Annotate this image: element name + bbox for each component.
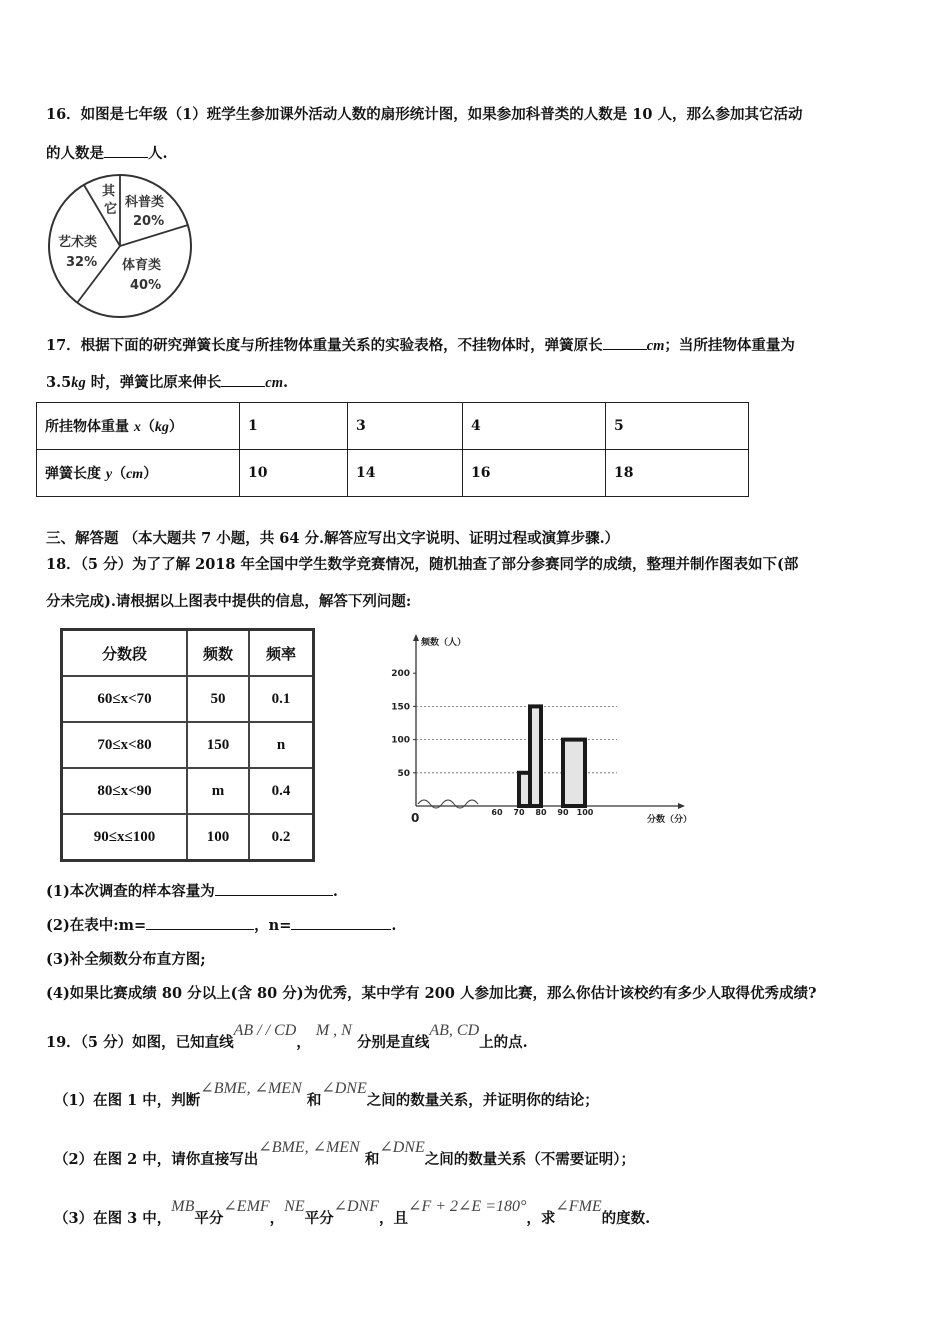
q17-blank-1 [603, 335, 647, 350]
spring-header-x [37, 403, 240, 450]
freq-cell: 60≤x<70 [62, 676, 188, 722]
pie-label-sports: 体育类 [122, 258, 162, 273]
q19-sub1-and: 和 [306, 1092, 322, 1109]
table-row [62, 676, 314, 722]
spring-header-x-unit: kg [154, 420, 169, 435]
spring-y-cell: 18 [606, 450, 749, 497]
q18-sub2 [46, 914, 396, 935]
q19-sub3-text-1: 平分 [194, 1210, 224, 1227]
q19-intro-text-2: ， [296, 1034, 311, 1051]
q19-sub2-math-1: ∠BME, ∠MEN [258, 1139, 360, 1156]
section3-title: 三、解答题 [46, 530, 119, 547]
q19-sub3-text-2: ， [269, 1210, 285, 1227]
spring-table [36, 402, 749, 497]
q18-sub2-blank-m [146, 915, 254, 930]
q19-sub3 [54, 1198, 651, 1228]
pie-chart [44, 170, 196, 322]
q18-sub1-pre: (1)本次调查的样本容量为 [46, 883, 215, 900]
q19-intro [46, 1022, 528, 1052]
spring-header-y [37, 450, 240, 497]
q17-line2-end: . [283, 374, 289, 391]
q18-sub1-post: . [332, 883, 338, 900]
q19-sub1 [54, 1080, 599, 1110]
q19-sub2-post: 之间的数量关系（不需要证明）； [424, 1151, 635, 1168]
q18-sub1-blank [215, 881, 333, 896]
spring-header-x-paren-open: （ [140, 419, 155, 435]
q18-line2: 分未完成).请根据以上图表中提供的信息，解答下列问题: [46, 593, 412, 610]
freq-cell: n [249, 722, 314, 768]
spring-x-cell: 4 [463, 403, 606, 450]
q19-math-ab-cd: AB, CD [429, 1022, 480, 1039]
q19-sub2-pre: （2）在图 2 中，请你直接写出 [54, 1151, 259, 1168]
q19-math-ab-parallel-cd: AB / / CD [233, 1022, 297, 1039]
q19-sub2-and: 和 [364, 1151, 380, 1168]
freq-cell: 50 [187, 676, 249, 722]
q18-sub2-post: . [391, 917, 397, 934]
hist-x-tick-label: 100 [576, 808, 594, 817]
q16-line2-post: 人. [148, 145, 168, 162]
q17-line2 [46, 371, 288, 392]
q18-sub2-pre: (2)在表中:m= [46, 917, 147, 934]
q17-line2-mid: 时，弹簧比原来伸长 [85, 374, 222, 391]
hist-x-tick-label: 60 [491, 808, 503, 817]
q19-sub1-post: 之间的数量关系，并证明你的结论； [366, 1092, 599, 1109]
q17-line2-num: 3.5 [46, 374, 72, 391]
frequency-table [60, 628, 315, 862]
hist-x-tick-label: 90 [557, 808, 569, 817]
q19-sub3-text-5: ，求 [526, 1210, 556, 1227]
hist-y-tick-label: 100 [391, 735, 410, 746]
hist-x-tick-label: 80 [535, 808, 547, 817]
freq-cell: 100 [187, 814, 249, 861]
spring-x-cell: 1 [240, 403, 348, 450]
histogram [385, 628, 705, 833]
table-row [62, 814, 314, 861]
freq-cell: 80≤x<90 [62, 768, 188, 814]
q19-intro-text-3: 分别是直线 [356, 1034, 430, 1051]
freq-header: 分数段 [62, 630, 188, 677]
table-row [37, 403, 749, 450]
spring-y-cell: 14 [348, 450, 463, 497]
freq-cell: 90≤x≤100 [62, 814, 188, 861]
q19-sub1-pre: （1）在图 1 中，判断 [54, 1092, 201, 1109]
spring-header-y-text: 弹簧长度 [45, 466, 106, 482]
q19-sub3-math-mb: MB [171, 1198, 195, 1215]
q17-line1-pre: 17．根据下面的研究弹簧长度与所挂物体重量关系的实验表格，不挂物体时，弹簧原长 [46, 337, 603, 354]
hist-x-arrow [678, 803, 685, 809]
q19-sub3-pre: （3）在图 3 中， [54, 1210, 172, 1227]
q19-sub1-math-1: ∠BME, ∠MEN [200, 1080, 302, 1097]
q18-sub4: (4)如果比赛成绩 80 分以上(含 80 分)为优秀，某中学有 200 人参加比赛，那么你估计该校约有多少人取得优秀成绩? [46, 985, 817, 1002]
q18-sub3: (3)补全频数分布直方图; [46, 951, 206, 968]
table-row [62, 768, 314, 814]
q19-sub3-text-4: ，且 [379, 1210, 409, 1227]
pie-value-science: 20% [133, 214, 165, 229]
spring-header-y-paren-open: （ [112, 466, 127, 482]
hist-axis-break [418, 800, 478, 808]
q19-intro-text-4: 上的点. [479, 1034, 528, 1051]
spring-header-y-var: y [105, 467, 113, 482]
hist-y-tick-label: 50 [397, 768, 410, 779]
hist-bar [563, 740, 585, 806]
q17-line1-post: ；当所挂物体重量为 [664, 337, 795, 354]
pie-label-science: 科普类 [125, 195, 165, 210]
hist-ylabel: 频数（人） [421, 638, 467, 648]
q19-math-mn: M , N [315, 1022, 352, 1039]
q19-sub2-math-2: ∠DNE [379, 1139, 425, 1156]
spring-header-y-unit: cm [126, 467, 144, 482]
spring-x-cell: 5 [606, 403, 749, 450]
freq-header: 频率 [249, 630, 314, 677]
q19-sub3-text-6: 的度数. [601, 1210, 651, 1227]
pie-label-other-2: 它 [104, 202, 118, 217]
pie-label-other-1: 其 [102, 184, 116, 199]
table-row [62, 630, 314, 677]
q19-sub3-math-condition: ∠F + 2∠E =180° [408, 1198, 527, 1215]
spring-y-cell: 16 [463, 450, 606, 497]
hist-y-tick-label: 150 [391, 702, 410, 713]
hist-y-tick-label: 200 [391, 669, 410, 680]
hist-y-arrow [413, 634, 419, 641]
freq-cell: 0.1 [249, 676, 314, 722]
table-row [37, 450, 749, 497]
q18-line1: 18．（5 分）为了了解 2018 年全国中学生数学竞赛情况，随机抽查了部分参赛同学的成绩，整理并制作图表如下(部 [46, 556, 799, 573]
table-row [62, 722, 314, 768]
q19-sub2 [54, 1139, 635, 1169]
freq-cell: 150 [187, 722, 249, 768]
section3-note: （本大题共 7 小题，共 64 分.解答应写出文字说明、证明过程或演算步骤.） [123, 530, 620, 547]
q18-sub2-blank-n [291, 915, 391, 930]
q16-line2 [46, 142, 168, 163]
freq-header: 频数 [187, 630, 249, 677]
pie-value-sports: 40% [130, 278, 162, 293]
q19-sub3-math-dnf: ∠DNF [333, 1198, 380, 1215]
pie-label-art: 艺术类 [58, 235, 98, 250]
hist-bar [530, 706, 541, 806]
q17-line2-kg: kg [71, 375, 86, 391]
freq-cell: 0.2 [249, 814, 314, 861]
spring-header-x-paren-close: ） [168, 419, 183, 435]
q17-unit-cm-1: cm [646, 338, 665, 354]
q16-line1: 16．如图是七年级（1）班学生参加课外活动人数的扇形统计图，如果参加科普类的人数是 10 人，那么参加其它活动 [46, 106, 803, 123]
q18-sub1 [46, 880, 338, 901]
q19-intro-text-1: 19．（5 分）如图，已知直线 [46, 1034, 234, 1051]
hist-origin: 0 [411, 811, 420, 825]
pie-value-art: 32% [66, 255, 98, 270]
hist-xlabel: 分数（分） [647, 815, 693, 825]
spring-y-cell: 10 [240, 450, 348, 497]
section3-heading [46, 527, 619, 548]
q19-sub3-math-fme: ∠FME [555, 1198, 602, 1215]
spring-header-x-var: x [133, 420, 141, 435]
q17-line1 [46, 334, 795, 355]
spring-x-cell: 3 [348, 403, 463, 450]
q16-line2-pre: 的人数是 [46, 145, 104, 162]
freq-cell: 0.4 [249, 768, 314, 814]
q17-unit-cm-2: cm [265, 375, 284, 391]
freq-cell: m [187, 768, 249, 814]
spring-header-x-text: 所挂物体重量 [45, 419, 134, 435]
hist-dynamic-layer [391, 669, 617, 817]
q19-sub3-math-ne: NE [284, 1198, 305, 1215]
q19-sub3-math-emf: ∠EMF [223, 1198, 270, 1215]
freq-cell: 70≤x<80 [62, 722, 188, 768]
q19-sub1-math-2: ∠DNE [321, 1080, 367, 1097]
q17-blank-2 [221, 372, 265, 387]
q19-sub3-text-3: 平分 [304, 1210, 334, 1227]
hist-x-tick-label: 70 [513, 808, 525, 817]
q16-answer-blank [104, 143, 148, 158]
spring-header-y-paren-close: ） [143, 466, 158, 482]
q18-sub2-mid: ，n= [254, 917, 292, 934]
